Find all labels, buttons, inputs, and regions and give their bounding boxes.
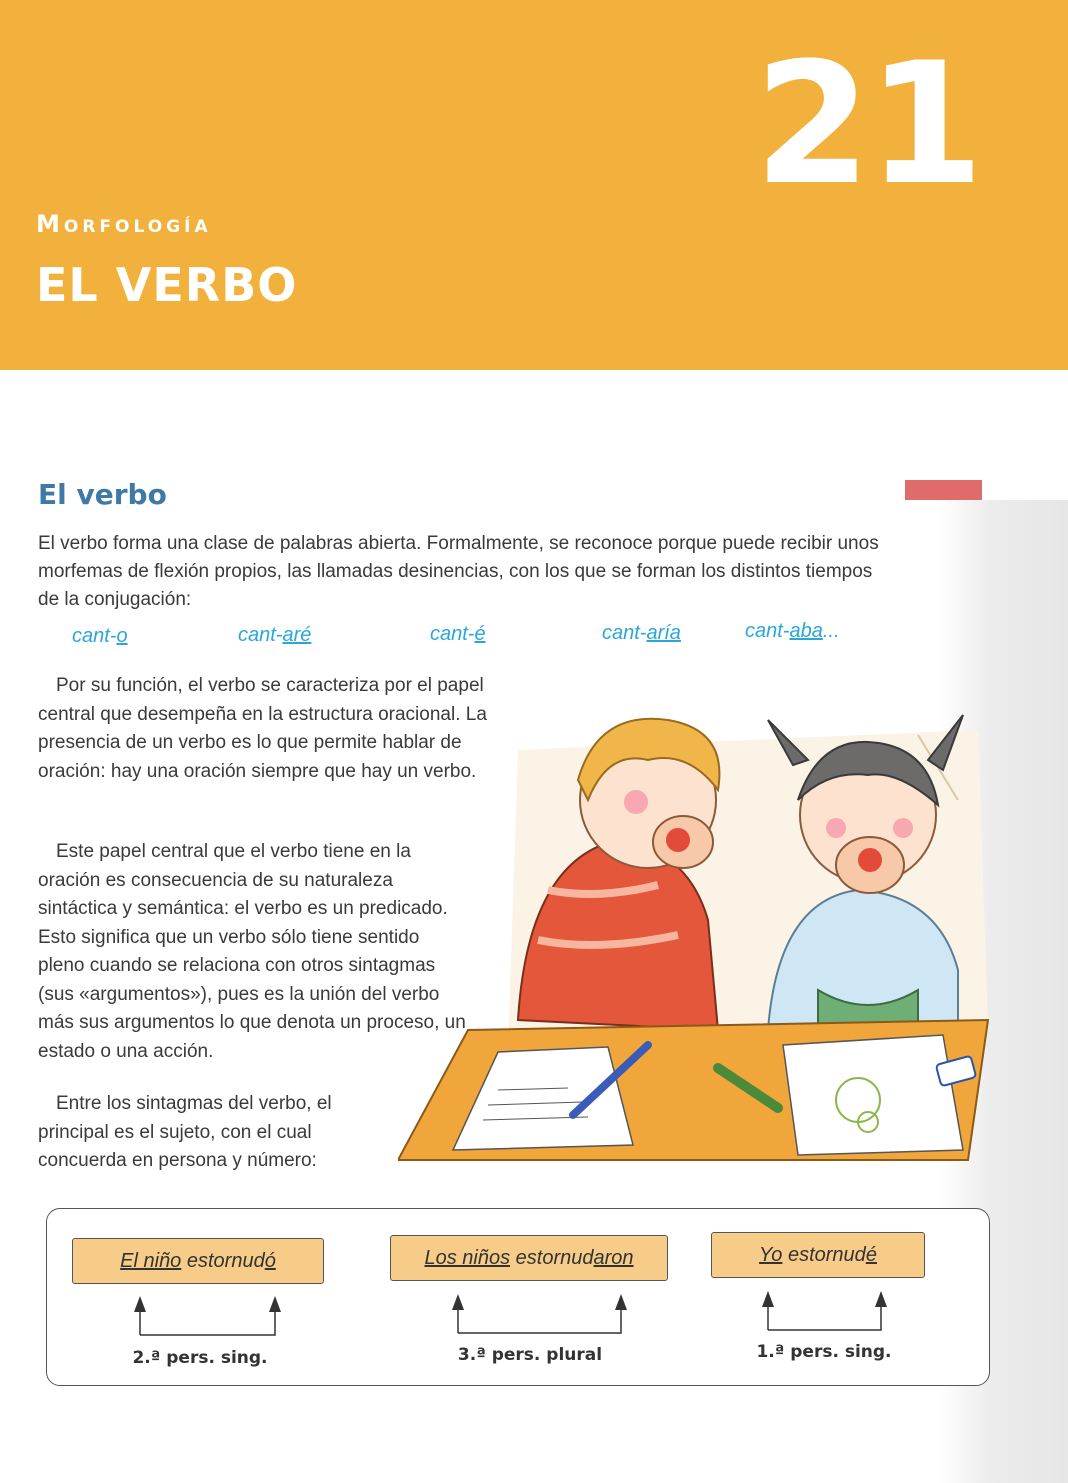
example-3: cant-é <box>430 623 486 645</box>
section-marker <box>905 480 982 500</box>
agreement-bracket-1 <box>120 1290 300 1345</box>
paragraph-function: Por su función, el verbo se caracteriza por el papel central que desempeña en la estructura oracional. La presencia de un verbo es lo que permite hablar de oración: hay una oración siempre que hay un verbo. <box>38 675 487 782</box>
intro-paragraph: El verbo forma una clase de palabras abierta. Formalmente, se reconoce porque puede recibir unos morfemas de flexión propios, las llamadas desinencias, con los que se forman los distintos tiempos de la conjugación: <box>38 533 879 610</box>
page-title: EL VERBO <box>36 258 298 312</box>
section-label: Morfología <box>36 210 212 238</box>
conjugation-examples <box>0 620 1068 650</box>
example-1: cant-o <box>72 625 128 647</box>
example-4: cant-aría <box>602 622 681 644</box>
agreement-bracket-3 <box>748 1285 898 1340</box>
agreement-bracket-2 <box>438 1288 638 1343</box>
person-label-3: 1.ª pers. sing. <box>756 1342 892 1362</box>
paragraph-predicate: Este papel central que el verbo tiene en la oración es consecuencia de su naturaleza sintáctica y semántica: el verbo es un predicado. Esto significa que un verbo sólo tiene sentido pleno cuando se relaciona con otros sintagmas (sus «argumentos»), pues es la unión del verbo más sus argumentos lo que denota un proceso, un estado o una acción. <box>38 841 466 1062</box>
example-5: cant-aba... <box>745 620 840 642</box>
paragraph-subject: Entre los sintagmas del verbo, el principal es el sujeto, con el cual concuerda en persona y número: <box>38 1093 332 1171</box>
sentence-box-2: Los niños estornud aron <box>390 1235 668 1281</box>
person-label-1: 2.ª pers. sing. <box>132 1348 268 1368</box>
chapter-header <box>0 0 1068 370</box>
example-2: cant-aré <box>238 624 312 646</box>
person-label-2: 3.ª pers. plural <box>457 1345 603 1365</box>
chapter-number: 21 <box>754 26 980 222</box>
sentence-box-1: El niño estornud ó <box>72 1238 324 1284</box>
sentence-box-3: Yo estornud é <box>711 1232 925 1278</box>
sneezing-children-illustration <box>398 690 998 1170</box>
section-heading: El verbo <box>38 478 167 511</box>
